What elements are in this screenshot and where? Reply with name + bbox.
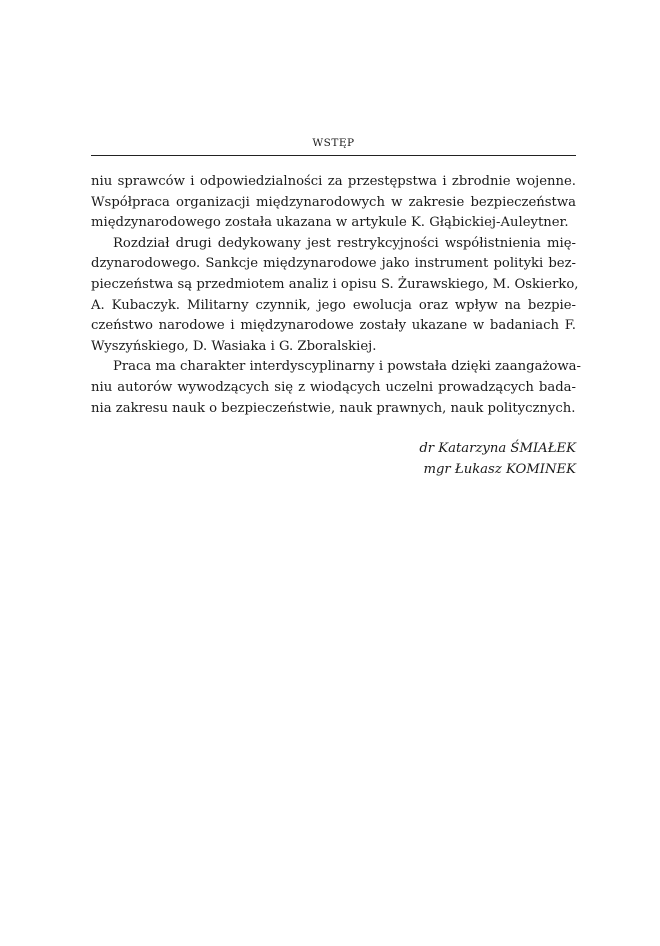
text-line: nia zakresu nauk o bezpieczeństwie, nauk prawnych, nauk politycznych. [91, 400, 576, 416]
header-rule [91, 155, 576, 156]
text-line: Wyszyńskiego, D. Wasiaka i G. Zboralskiej. [91, 338, 377, 354]
text-line: czeństwo narodowe i międzynarodowe zostały ukazane w badaniach F. [91, 318, 576, 334]
paragraph-2 [91, 234, 579, 358]
text-line: pieczeństwa są przedmiotem analiz i opisu S. Żurawskiego, M. Oskierko, [91, 276, 579, 292]
author-signature: mgr Łukasz KOMINEK [423, 461, 576, 477]
text-line: niu autorów wywodzących się z wiodących uczelni prowadzących bada- [91, 379, 576, 395]
text-line: dzynarodowego. Sankcje międzynarodowe jako instrument polityki bez- [91, 256, 576, 272]
text-line: niu sprawców i odpowiedzialności za przestępstwa i zbrodnie wojenne. [91, 174, 576, 189]
signature-block [91, 439, 576, 480]
text-line: Współpraca organizacji międzynarodowych w zakresie bezpieczeństwa [91, 194, 576, 210]
paragraph-3 [91, 357, 581, 419]
text-line: Rozdział drugi dedykowany jest restrykcyjności współistnienia mię- [113, 235, 576, 251]
author-signature: dr Katarzyna ŚMIAŁEK [419, 441, 576, 456]
text-line: A. Kubaczyk. Militarny czynnik, jego ewolucja oraz wpływ na bezpie- [91, 297, 576, 313]
paragraph-1 [91, 172, 576, 234]
body-text [91, 172, 581, 419]
text-line: międzynarodowego została ukazana w artykule K. Głąbickiej-Auleytner. [91, 215, 569, 231]
running-header: WSTĘP [312, 137, 355, 149]
text-line: Praca ma charakter interdyscyplinarny i powstała dzięki zaangażowa- [113, 359, 581, 375]
